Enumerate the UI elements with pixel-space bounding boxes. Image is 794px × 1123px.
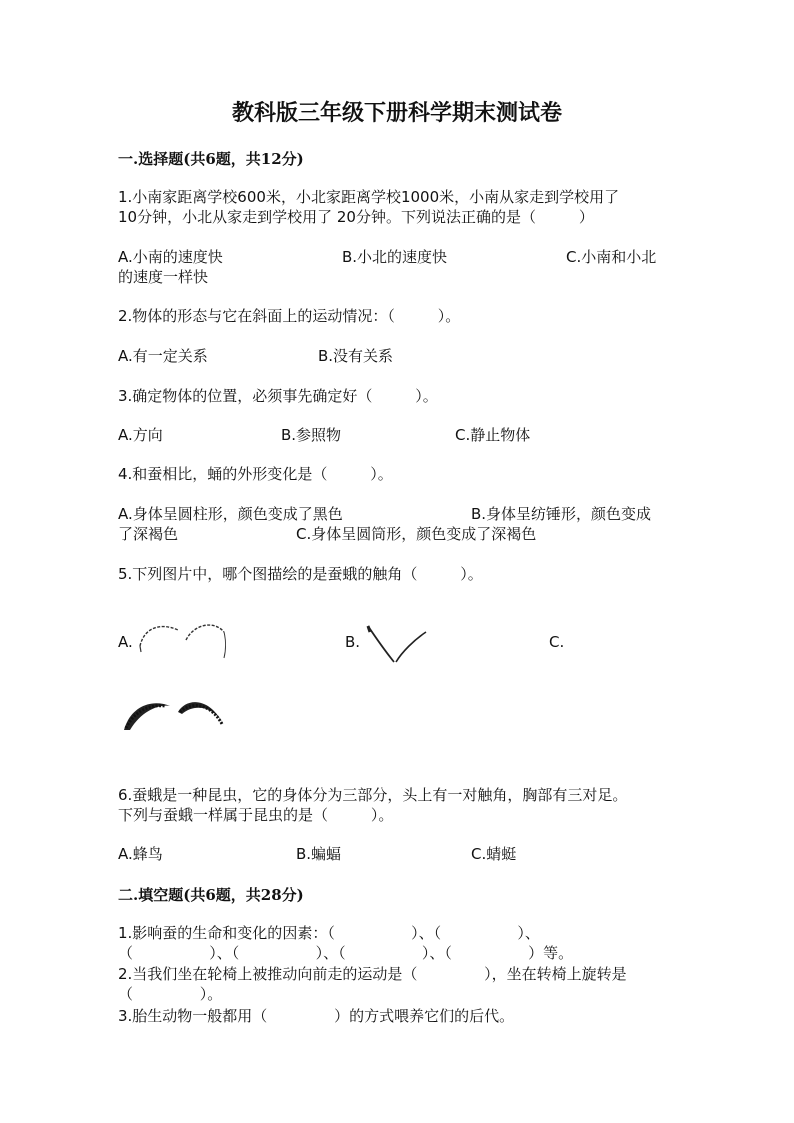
question-5-text: 5.下列图片中，哪个图描绘的是蚕蛾的触角（ ）。 — [118, 565, 483, 583]
question-1-option-c-cont: 的速度一样快 — [118, 268, 209, 286]
question-2-text: 2.物体的形态与它在斜面上的运动情况：（ ）。 — [118, 307, 461, 325]
fill-question-3-text: 3.胎生动物一般都用（ ）的方式喂养它们的后代。 — [118, 1007, 515, 1025]
question-2-option-b: B.没有关系 — [318, 347, 394, 365]
fill-question-2-text: 2.当我们坐在轮椅上被推动向前走的运动是（ ），坐在转椅上旋转是 — [118, 965, 627, 983]
fill-question-2-text-2: （ ）。 — [118, 985, 223, 1003]
question-3-option-b: B.参照物 — [281, 426, 342, 444]
question-6-text-2: 下列与蚕蛾一样属于昆虫的是（ ）。 — [118, 806, 394, 824]
question-6-text: 6.蚕蛾是一种昆虫，它的身体分为三部分，头上有一对触角，胸部有三对足。 — [118, 786, 628, 804]
question-5-option-b-label: B. — [345, 633, 361, 651]
question-4-option-b: B.身体呈纺锤形，颜色变成 — [471, 505, 652, 523]
feathered-antennae-icon — [120, 690, 230, 736]
question-2-option-a: A.有一定关系 — [118, 347, 208, 365]
question-6-option-a: A.蜂鸟 — [118, 845, 163, 863]
question-3-option-c: C.静止物体 — [455, 426, 531, 444]
question-5-option-a-label: A. — [118, 633, 133, 651]
question-1-text: 1.小南家距离学校600米，小北家距离学校1000米，小南从家走到学校用了 — [118, 188, 620, 206]
question-4-text: 4.和蚕相比，蛹的外形变化是（ ）。 — [118, 465, 393, 483]
question-1-text-2: 10分钟，小北从家走到学校用了 20分钟。下列说法正确的是（ ） — [118, 208, 594, 226]
question-1-option-b: B.小北的速度快 — [342, 248, 448, 266]
straight-antennae-icon — [364, 624, 430, 666]
fill-question-1-text-2: （ ）、（ ）、（ ）、（ ）等。 — [118, 944, 574, 962]
fill-question-1-text: 1.影响蚕的生命和变化的因素：（ ）、（ ）、 — [118, 924, 540, 942]
question-1-option-a: A.小南的速度快 — [118, 248, 223, 266]
question-1-option-c: C.小南和小北 — [566, 248, 657, 266]
question-6-option-c: C.蜻蜓 — [471, 845, 517, 863]
question-5-option-c-label: C. — [549, 633, 565, 651]
question-6-option-b: B.蝙蝠 — [296, 845, 342, 863]
page-title: 教科版三年级下册科学期末测试卷 — [231, 100, 562, 126]
section-heading-fill-in: 二.填空题(共6题，共28分) — [118, 886, 304, 904]
section-heading-choice: 一.选择题(共6题，共12分) — [118, 150, 304, 168]
question-4-option-c: C.身体呈圆筒形，颜色变成了深褐色 — [296, 525, 537, 543]
question-3-text: 3.确定物体的位置，必须事先确定好（ ）。 — [118, 387, 438, 405]
question-4-option-a: A.身体呈圆柱形，颜色变成了黑色 — [118, 505, 343, 523]
question-4-option-b-cont: 了深褐色 — [118, 525, 179, 543]
question-3-option-a: A.方向 — [118, 426, 163, 444]
arched-antennae-icon — [136, 620, 230, 662]
